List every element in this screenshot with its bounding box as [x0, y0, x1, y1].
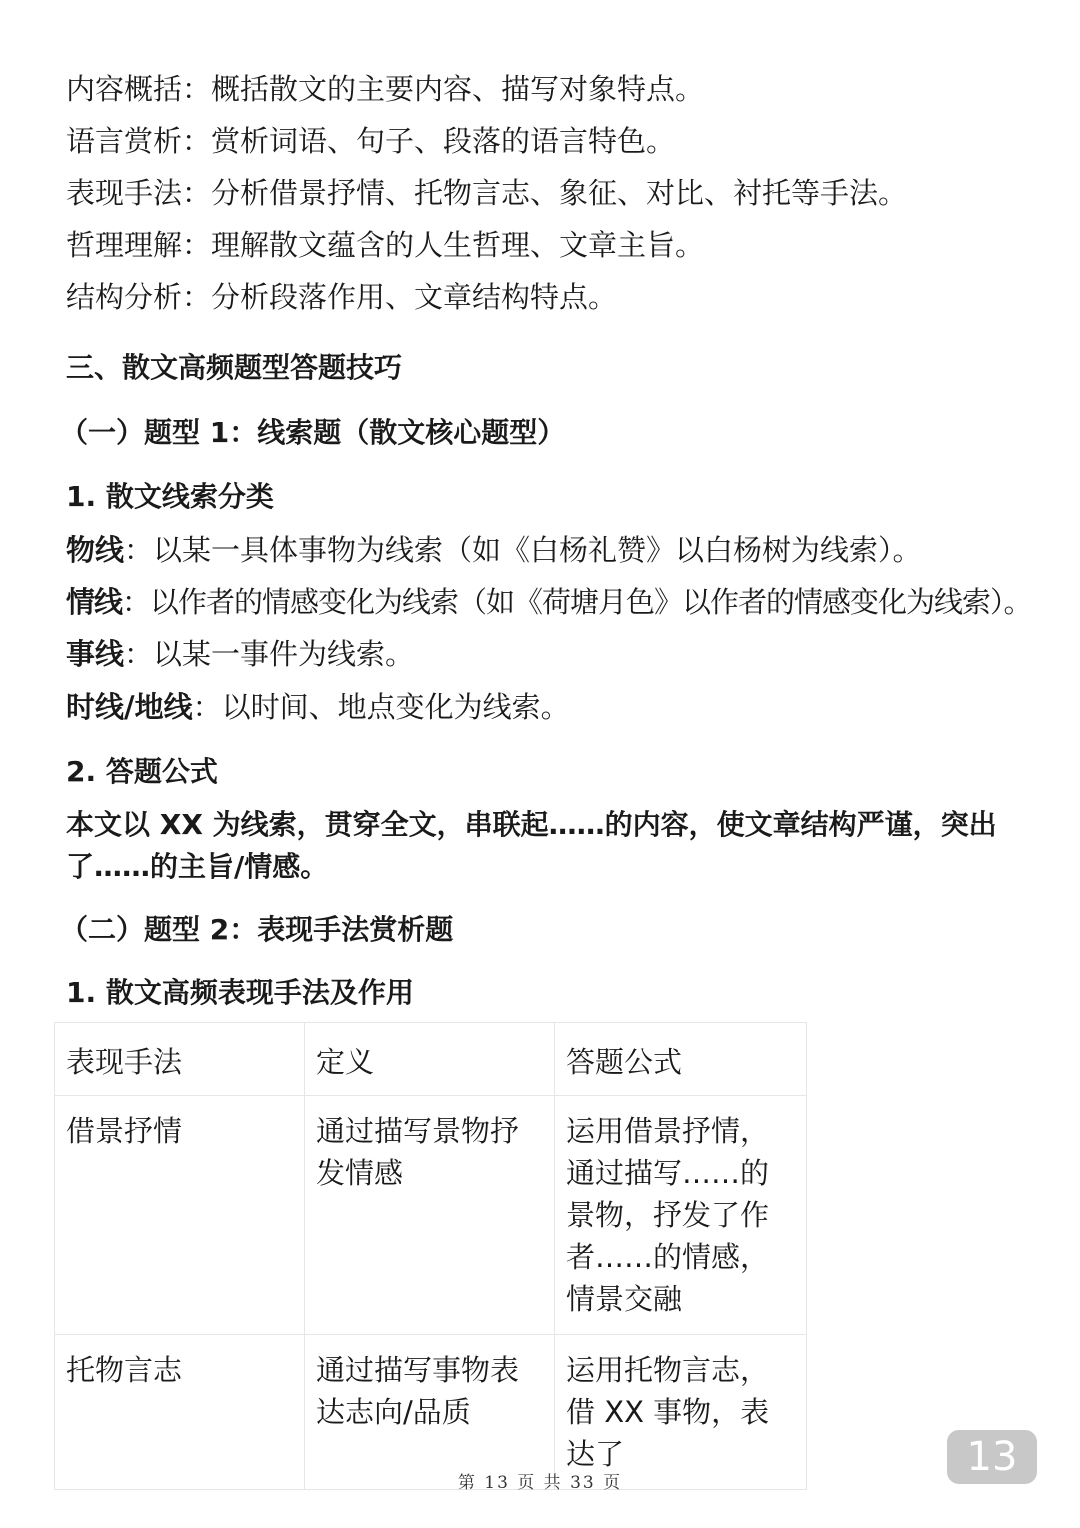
page-number-badge: 13 — [947, 1430, 1037, 1484]
intro-item-sep: ： — [182, 176, 212, 210]
answer-formula: 本文以 XX 为线索，贯穿全文，串联起……的内容，使文章结构严谨，突出了……的主旨/情感。 — [66, 808, 997, 883]
clue-text: 以某一具体事物为线索（如《白杨礼赞》以白杨树为线索）。 — [153, 533, 922, 567]
table-header-cell: 答题公式 — [555, 1023, 807, 1096]
table-cell: 借景抒情 — [55, 1096, 305, 1335]
intro-item-sep: ： — [182, 228, 212, 262]
intro-item — [66, 172, 907, 214]
intro-item-text: 概括散文的主要内容、描写对象特点。 — [211, 72, 705, 106]
clue-item — [66, 581, 1032, 623]
table-header-cell: 表现手法 — [55, 1023, 305, 1096]
clue-text: 以作者的情感变化为线索（如《荷塘月色》以作者的情感变化为线索）。 — [150, 585, 1032, 619]
table-cell: 通过描写事物表达志向/品质 — [305, 1335, 555, 1490]
intro-item-text: 分析借景抒情、托物言志、象征、对比、衬托等手法。 — [211, 176, 908, 210]
table-cell: 托物言志 — [55, 1335, 305, 1490]
subsection-heading: （一）题型 1：线索题（散文核心题型） — [60, 416, 566, 449]
clue-sep: ： — [124, 533, 154, 567]
intro-item-sep: ： — [182, 124, 212, 158]
page-footer: 第 13 页 共 33 页 — [457, 1473, 623, 1493]
intro-item-text: 分析段落作用、文章结构特点。 — [211, 280, 618, 314]
intro-item-label: 结构分析 — [66, 280, 183, 314]
section-heading: 三、散文高频题型答题技巧 — [66, 351, 403, 384]
techniques-table — [54, 1022, 807, 1490]
intro-item-label: 表现手法 — [66, 176, 183, 210]
intro-item-label: 语言赏析 — [66, 124, 183, 158]
sub-heading: 1. 散文高频表现手法及作用 — [66, 976, 414, 1009]
clue-sep: ： — [122, 585, 151, 619]
intro-item-text: 赏析词语、句子、段落的语言特色。 — [211, 124, 676, 158]
clue-label: 时线/地线 — [66, 690, 193, 724]
intro-item-label: 哲理理解 — [66, 228, 183, 262]
table-cell: 运用托物言志，借 XX 事物，表达了 — [555, 1335, 807, 1490]
clue-item — [66, 633, 414, 675]
table-cell: 通过描写景物抒发情感 — [305, 1096, 555, 1335]
table-header-cell: 定义 — [305, 1023, 555, 1096]
intro-item-text: 理解散文蕴含的人生哲理、文章主旨。 — [211, 228, 705, 262]
table-row — [55, 1335, 807, 1490]
intro-item-label: 内容概括 — [66, 72, 183, 106]
sub-heading: 1. 散文线索分类 — [66, 480, 274, 513]
clue-label: 物线 — [66, 533, 125, 567]
intro-item — [66, 224, 704, 266]
clue-label: 情线 — [66, 585, 123, 619]
subsection-heading: （二）题型 2：表现手法赏析题 — [60, 913, 454, 946]
table-cell: 运用借景抒情，通过描写……的景物，抒发了作者……的情感，情景交融 — [555, 1096, 807, 1335]
clue-sep: ： — [192, 690, 222, 724]
clue-text: 以时间、地点变化为线索。 — [221, 690, 570, 724]
clue-item — [66, 529, 922, 571]
intro-item — [66, 68, 704, 110]
table-row — [55, 1096, 807, 1335]
clue-sep: ： — [124, 637, 154, 671]
clue-text: 以某一事件为线索。 — [153, 637, 415, 671]
sub-heading: 2. 答题公式 — [66, 755, 218, 788]
intro-item — [66, 120, 675, 162]
table-header-row — [55, 1023, 807, 1096]
intro-item-sep: ： — [182, 72, 212, 106]
clue-label: 事线 — [66, 637, 125, 671]
clue-item — [66, 686, 570, 728]
intro-item — [66, 276, 617, 318]
intro-item-sep: ： — [182, 280, 212, 314]
